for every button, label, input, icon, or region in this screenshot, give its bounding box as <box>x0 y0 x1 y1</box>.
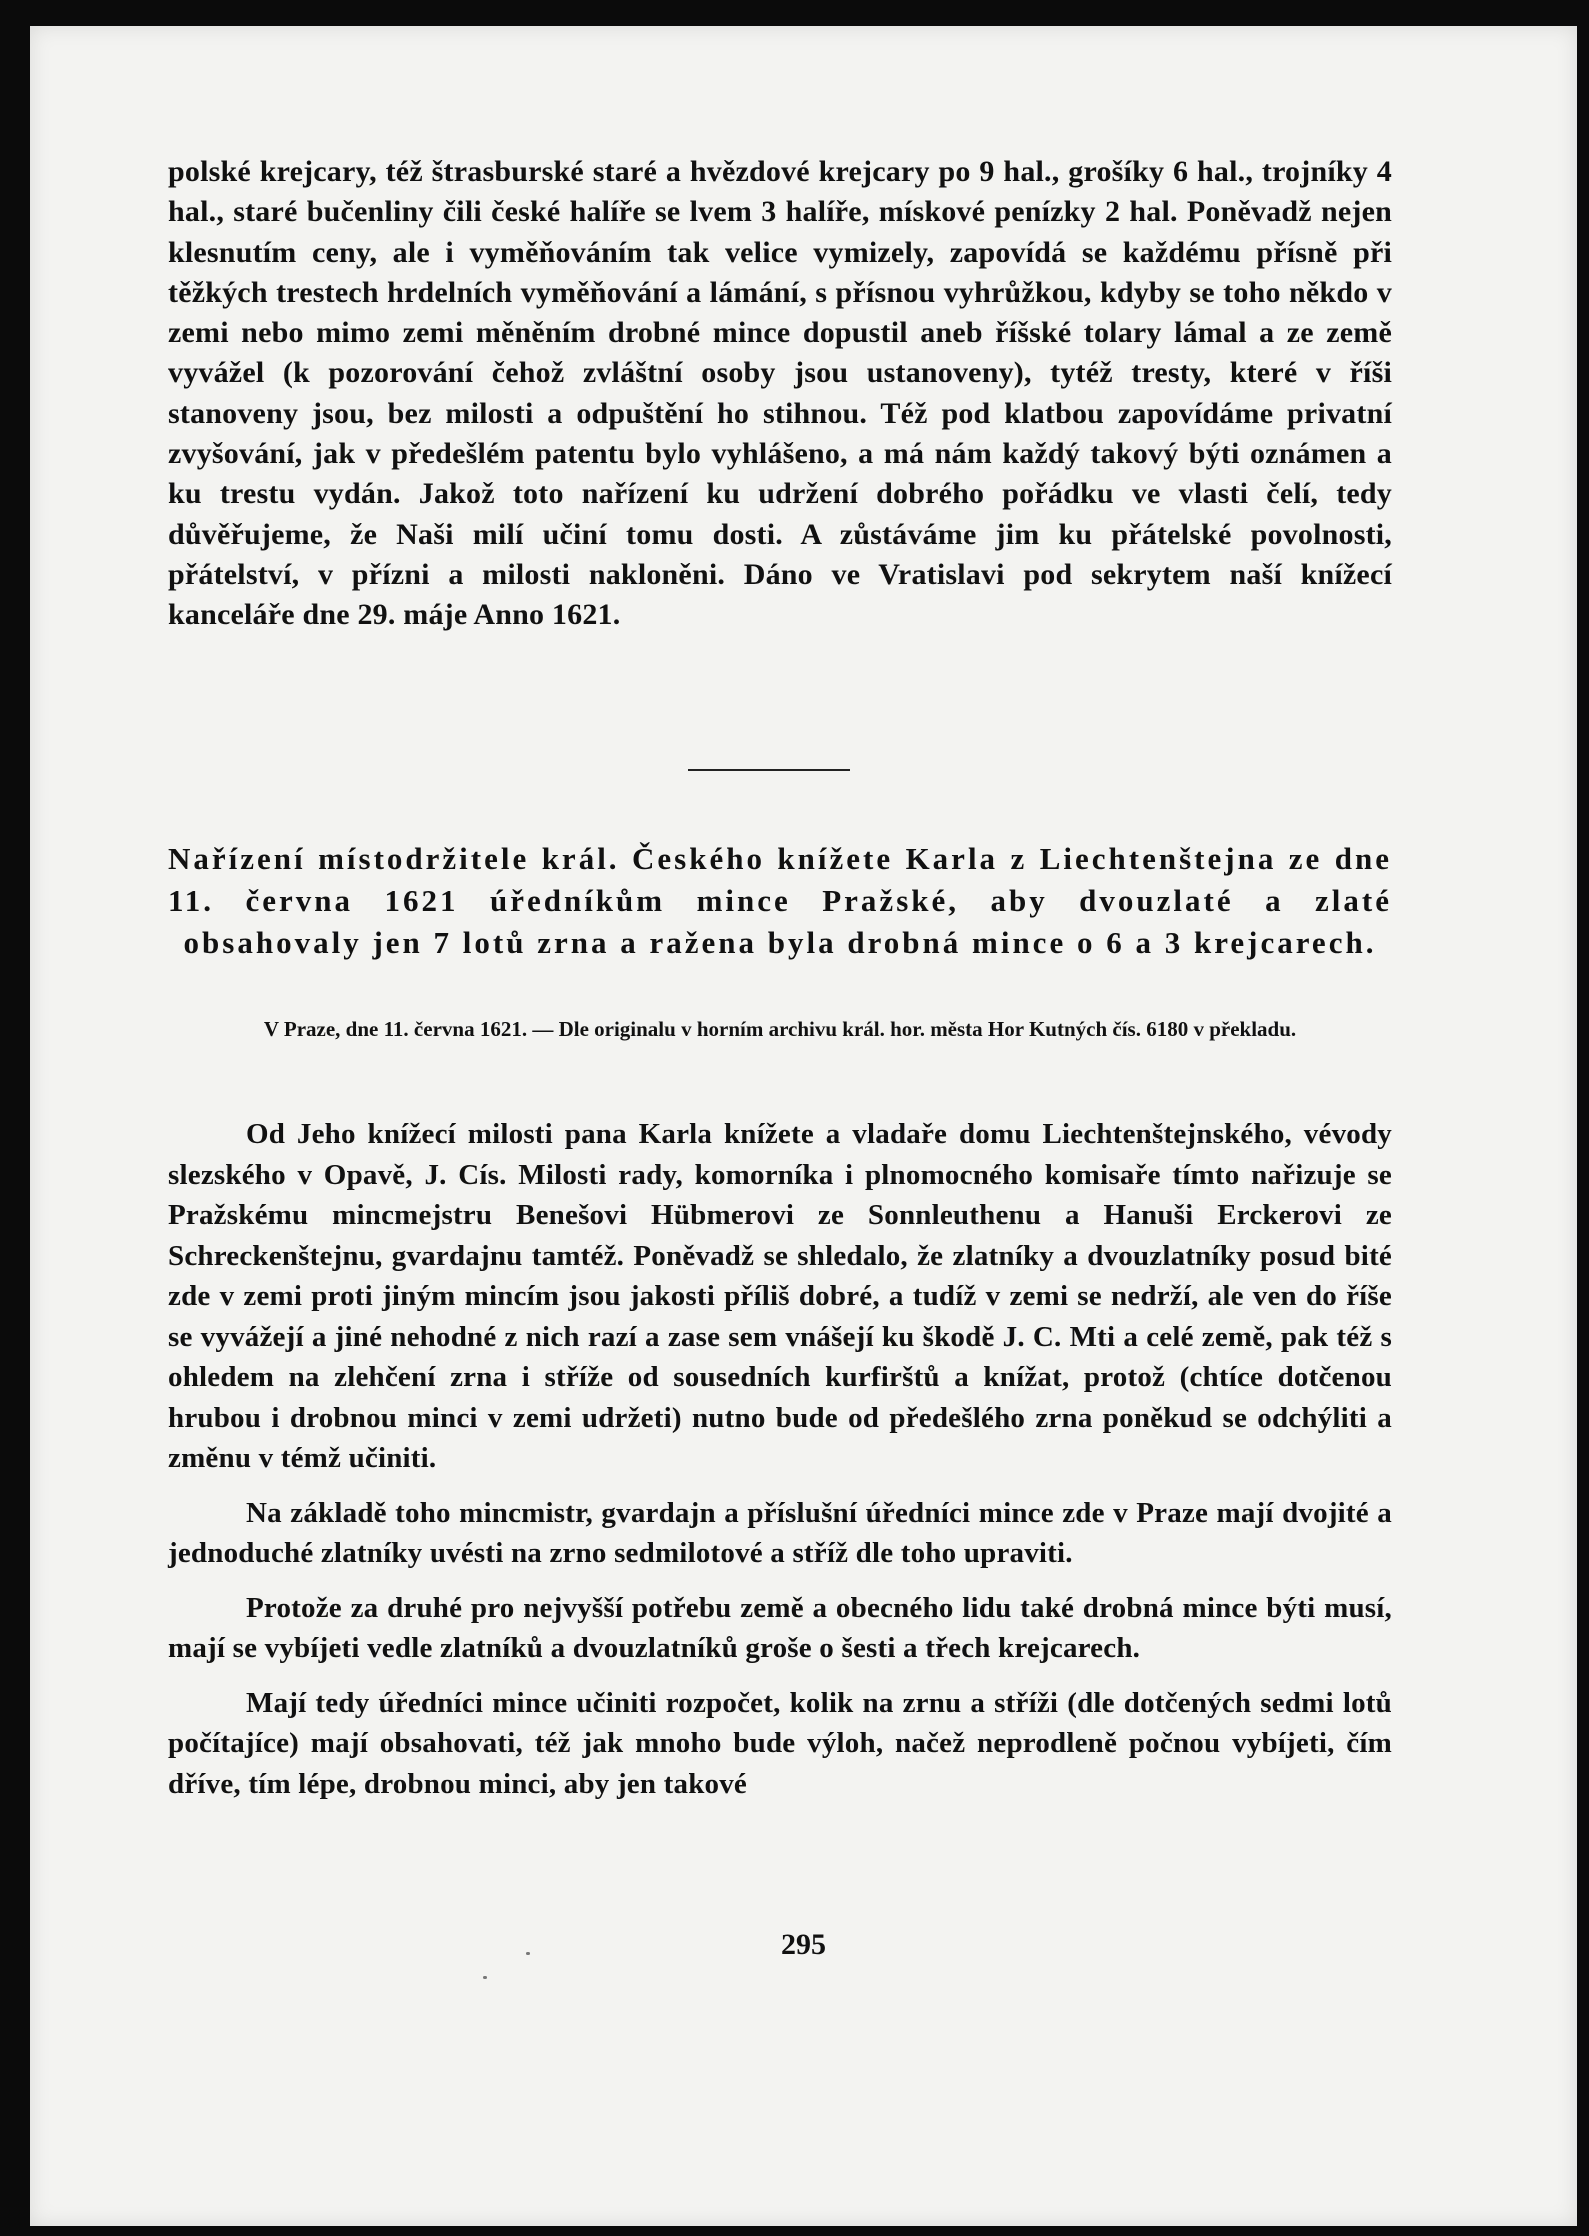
document-heading: Nařízení místodržitele král. Českého knížete Karla z Liechtenštejna ze dne 11. června 1621 úředníkům mince Pražské, aby dvouzlaté a zlaté obsahovaly jen 7 lotů zrna a ražena byla drobná mince o 6 a 3 krejcarech. <box>168 841 1392 960</box>
document-body <box>168 1114 1392 1818</box>
section-divider <box>688 769 850 771</box>
continued-paragraph-text: polské krejcary, též štrasburské staré a hvězdové krejcary po 9 hal., grošíky 6 hal., trojníky 4 hal., staré bučenliny čili české halíře se lvem 3 halíře, mískové penízky 2 hal. Poněvadž nejen klesnutím ceny, ale i vyměňováním tak velice vymizely, zapovídá se každému přísně při těžkých trestech hrdelních vyměňování a lámání, s přísnou vyhrůžkou, kdyby se toho někdo v zemi nebo mimo zemi měněním drobné mince dopustil aneb říšské tolary lámal a ze země vyvážel (k pozorování čehož zvláštní osoby jsou ustanoveny), tytéž tresty, které v říši stanoveny jsou, bez milosti a odpuštění ho stihnou. Též pod klatbou zapovídáme privatní zvyšování, jak v předešlém patentu bylo vyhlášeno, a má nám každý takový býti oznámen a ku trestu vydán. Jakož toto nařízení ku udržení dobrého pořádku ve vlasti čelí, tedy důvěřujeme, že Naši milí učiní tomu dosti. A zůstáváme jim ku přátelské povolnosti, přátelství, v přízni a milosti nakloněni. Dáno ve Vratislavi pod sekrytem naší knížecí kanceláře dne 29. máje Anno 1621. <box>168 155 1392 632</box>
continued-paragraph <box>168 152 1392 636</box>
document-page <box>30 26 1577 2226</box>
scan-border-top <box>0 0 1589 26</box>
source-note: V Praze, dne 11. června 1621. — Dle originalu v horním archivu král. hor. města Hor Kutných čís. 6180 v překladu. <box>263 1017 1297 1041</box>
scan-speck <box>483 1976 487 1979</box>
body-paragraph: Protože za druhé pro nejvyšší potřebu země a obecného lidu také drobná mince býti musí, mají se vybíjeti vedle zlatníků a dvouzlatníků groše o šesti a třech krejcarech. <box>168 1591 1392 1664</box>
body-paragraph: Od Jeho knížecí milosti pana Karla knížete a vladaře domu Liechtenštejnského, vévody slezského v Opavě, J. Cís. Milosti rady, komorníka i plnomocného komisaře tímto nařizuje se Pražskému mincmejstru Benešovi Hübmerovi ze Sonnleuthenu a Hanuši Erckerovi ze Schreckenštejnu, gvardajnu tamtéž. Poněvadž se shledalo, že zlatníky a dvouzlatníky posud bité zde v zemi proti jiným mincím jsou jakosti příliš dobré, a tudíž v zemi se nedrží, ale ven do říše se vyvážejí a jiné nehodné z nich razí a zase sem vnášejí ku škodě J. C. Mti a celé země, pak též s ohledem na zlehčení zrna i stříže od sousedních kurfirštů a knížat, protož (chtíce dotčenou hrubou i drobnou minci v zemi udržeti) nutno bude od předešlého zrna poněkud se odchýliti a změnu v témž učiniti. <box>168 1118 1392 1474</box>
body-paragraph: Na základě toho mincmistr, gvardajn a příslušní úředníci mince zde v Praze mají dvojité a jednoduché zlatníky uvésti na zrno sedmilotové a stříž dle toho upraviti. <box>168 1496 1392 1569</box>
scan-border-left <box>0 0 30 2236</box>
page-number: 295 <box>781 1928 826 1961</box>
scan-speck <box>526 1952 530 1955</box>
body-paragraph: Mají tedy úředníci mince učiniti rozpočet, kolik na zrnu a stříži (dle dotčených sedmi lotů počítajíce) mají obsahovati, též jak mnoho bude výloh, načež neprodleně počnou vybíjeti, čím dříve, tím lépe, drobnou minci, aby jen takové <box>168 1686 1392 1800</box>
